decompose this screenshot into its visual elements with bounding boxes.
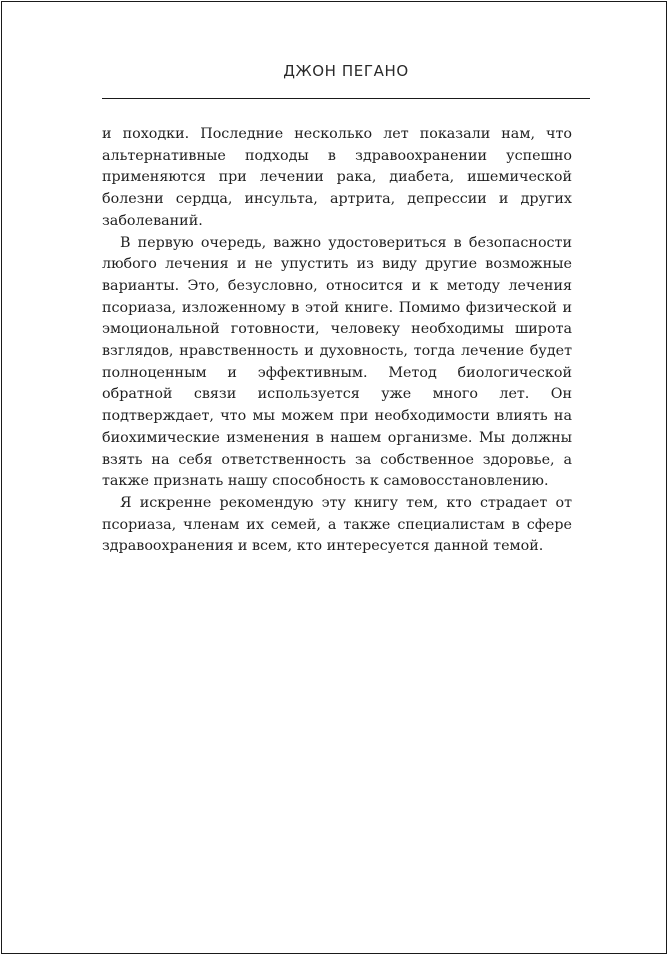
header-rule xyxy=(102,98,590,99)
page-body-text xyxy=(102,124,572,558)
running-head-author: ДЖОН ПЕГАНО xyxy=(283,62,409,80)
paragraph-recommendation: Я искренне рекомендую эту книгу тем, кто страдает от псориаза, членам их семей, а также специалистам в сфере здравоохранения и всем, кто интересуется данной темой. xyxy=(102,494,572,555)
paragraph-safety: В первую очередь, важно удостовериться в безопасности любого лечения и не упустить из виду другие возможные варианты. Это, безусловно, относится и к методу лечения псориаза, изложенному в этой книге. Помимо физической и эмоциональной готовности, человеку необходимы широта взглядов, нравственность и духовность, тогда лечение будет полноценным и эффективным. Метод биологической обратной связи используется уже много лет. Он подтверждает, что мы можем при необходимости влиять на биохимические изменения в нашем организме. Мы должны взять на себя ответственность за собственное здоровье, а также признать нашу способность к самовосстановлению. xyxy=(102,234,572,490)
book-page xyxy=(1,1,667,954)
paragraph-continuation: и походки. Последние несколько лет показали нам, что альтернативные подходы в здравоохранении успешно применяются при лечении рака, диабета, ишемической болезни сердца, инсульта, артрита, депрессии и других заболеваний. xyxy=(102,126,572,229)
